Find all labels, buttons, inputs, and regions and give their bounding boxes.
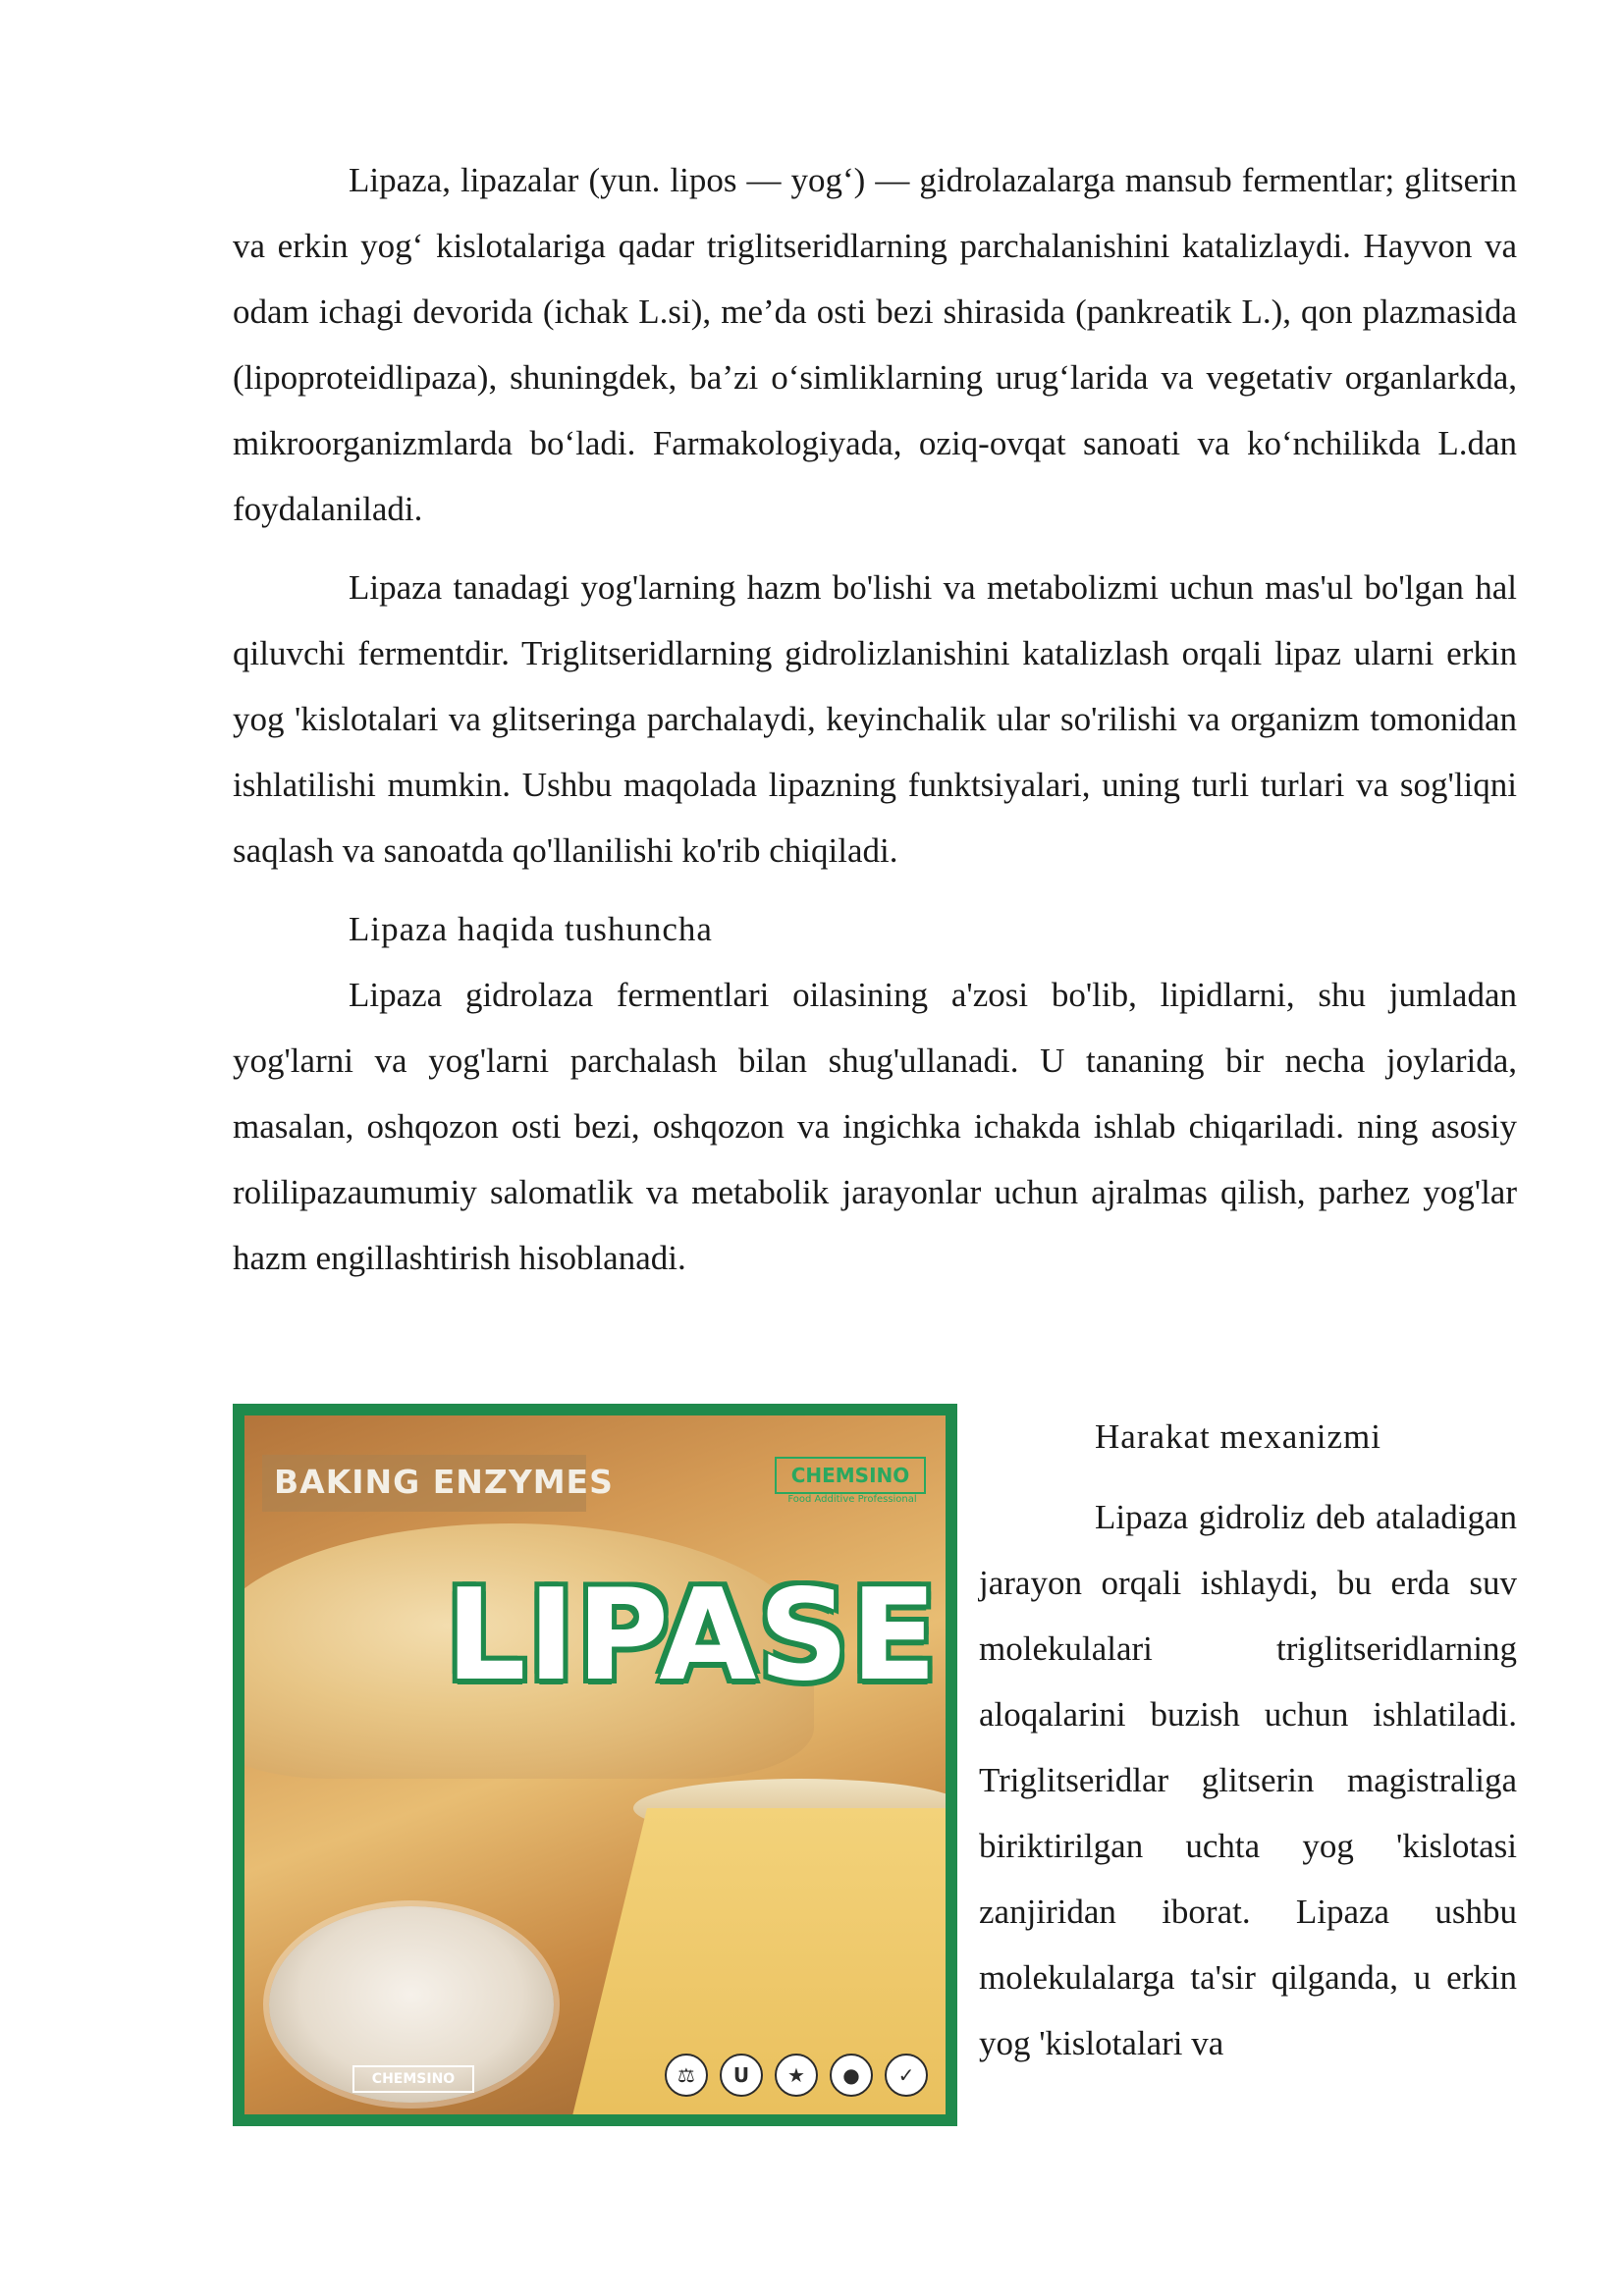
heading-mechanism: Harakat mexanizmi (1095, 1417, 1382, 1456)
brand-tagline: Food Additive Professional (787, 1494, 917, 1505)
certification-icons (665, 2054, 928, 2097)
kosher-cert-icon: U (720, 2054, 763, 2097)
side-text-column (979, 1404, 1517, 2076)
quality-cert-icon: ★ (775, 2054, 818, 2097)
lipase-product-image (233, 1404, 957, 2126)
paragraph-definition: Lipaza, lipazalar (yun. lipos — yog‘) — gidrolazalarga mansub fermentlar; glitserin va erkin yog‘ kislotalariga qadar triglitseridlarning parchalanishini katalizlaydi. Hayvon va odam ichagi devorida (ichak L.si), me’da osti bezi shirasida (pankreatik L.), qon plazmasida (lipoproteidlipaza), shuningdek, ba’zi o‘simliklarning urug‘larida va vegetativ organlarkda, mikroorganizmlarda bo‘ladi. Farmakologiyada, oziq-ovqat sanoati va ko‘nchilikda L.dan foydalaniladi. (233, 161, 1517, 528)
paragraph-concept: Lipaza gidrolaza fermentlari oilasining a'zosi bo'lib, lipidlarni, shu jumladan yog'larni va yog'larni parchalash bilan shug'ullanadi. U tananing bir necha joylarida, masalan, oshqozon osti bezi, oshqozon va ingichka ichakda ishlab chiqariladi. ning asosiy rolilipazaumumiy salomatlik va metabolik jarayonlar uchun ajralmas qilish, parhez yog'lar hazm engillashtirish hisoblanadi. (233, 976, 1517, 1277)
paragraph-overview: Lipaza tanadagi yog'larning hazm bo'lishi va metabolizmi uchun mas'ul bo'lgan hal qiluvchi fermentdir. Triglitseridlarning gidrolizlanishini katalizlash orqali lipaz ularni erkin yog 'kislotalari va glitseringa parchalaydi, keyinchalik ular so'rilishi va organizm tomonidan ishlatilishi mumkin. Ushbu maqolada lipazning funktsiyalari, uning turli turlari va sog'liqni saqlash va sanoatda qo'llanilishi ko'rib chiqiladi. (233, 568, 1517, 870)
iso-cert-icon: ✓ (885, 2054, 928, 2097)
brand-logo: CHEMSINO (775, 1457, 926, 1494)
image-background (244, 1415, 946, 2114)
bottom-brand-logo: CHEMSINO (352, 2065, 474, 2093)
main-text-column (233, 147, 1517, 1291)
heading-concept: Lipaza haqida tushuncha (349, 910, 713, 948)
eco-cert-icon: ● (830, 2054, 873, 2097)
halal-cert-icon: ⚖ (665, 2054, 708, 2097)
lower-section (233, 1404, 1517, 2150)
image-title: LIPASE (446, 1563, 939, 1709)
badge-label: BAKING ENZYMES (274, 1463, 614, 1501)
paragraph-mechanism: Lipaza gidroliz deb ataladigan jarayon orqali ishlaydi, bu erda suv molekulalari triglitseridlarning aloqalarini buzish uchun ishlatiladi. Triglitseridlar glitserin magistraliga biriktirilgan uchta yog 'kislotasi zanjiridan iborat. Lipaza ushbu molekulalarga ta'sir qilganda, u erkin yog 'kislotalari va (979, 1498, 1517, 2062)
